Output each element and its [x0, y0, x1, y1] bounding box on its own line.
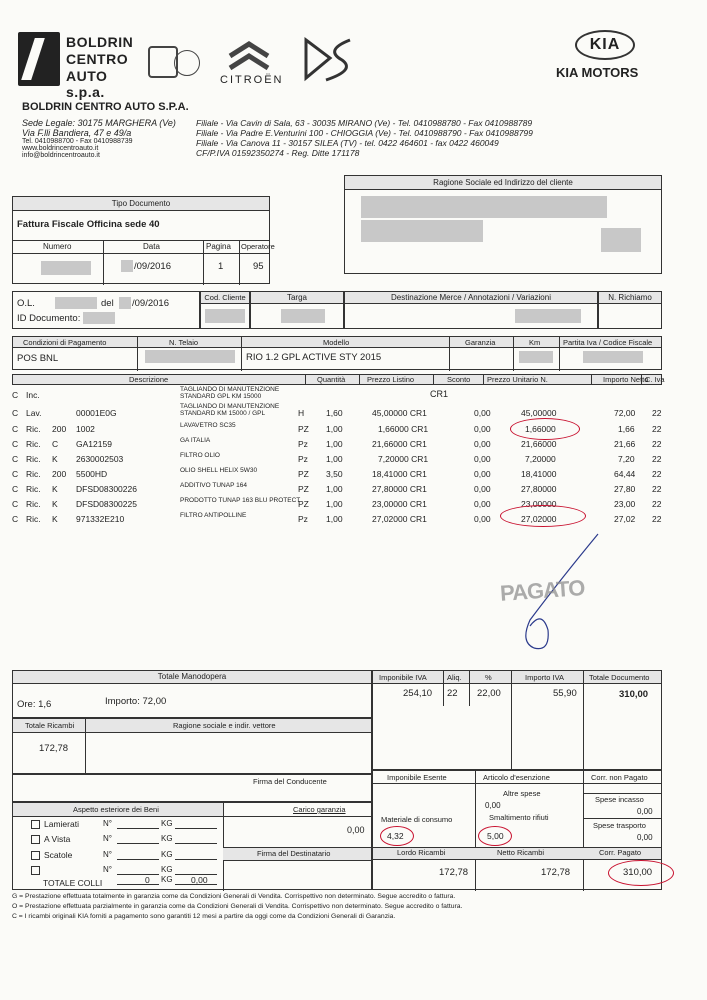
row-listino: 21,66000 CR1: [372, 439, 427, 449]
redacted-destinazione: [515, 309, 581, 323]
totale-colli-label: TOTALE COLLI: [43, 878, 103, 888]
articolo-esenzione-header: Articolo d'esenzione: [483, 773, 550, 782]
row-ref: K: [52, 499, 58, 509]
items-header: [12, 374, 665, 385]
row-sconto: 0,00: [474, 514, 491, 524]
targa-header: Targa: [251, 292, 343, 304]
goods-lamierati: [31, 819, 79, 829]
row-um: H: [298, 408, 305, 418]
redacted-partita-iva: [583, 351, 643, 363]
row-desc: PRODOTTO TUNAP 163 BLU PROTECT: [180, 497, 301, 504]
smaltimento-value: 5,00: [487, 831, 504, 841]
items-body: [0, 386, 707, 526]
spese-incasso-label: Spese incasso: [595, 795, 644, 804]
row-qty: 1,00: [326, 439, 343, 449]
row-desc: LAVAVETRO SC35: [180, 422, 236, 429]
document-date: /09/2016: [134, 261, 171, 272]
ricambi-box: [12, 718, 372, 774]
spese-incasso-value: 0,00: [637, 807, 653, 816]
destinazione-box: [344, 291, 598, 329]
row-qty: 1,60: [326, 408, 343, 418]
row-desc: OLIO SHELL HELIX 5W30: [180, 467, 258, 474]
row-sconto: 0,00: [474, 469, 491, 479]
totale-colli-kg: 0,00: [191, 875, 208, 885]
cod-cliente-header: Cod. Cliente: [201, 292, 249, 304]
c-iva-header: C. Iva: [645, 375, 665, 384]
highlight-circle: [478, 826, 512, 846]
manodopera-header: Totale Manodopera: [13, 671, 371, 684]
address-line: Sede Legale: 30175 MARGHERA (Ve): [22, 118, 176, 128]
citroen-chevrons-icon: [226, 38, 272, 72]
importo-manodopera: Importo: 72,00: [105, 696, 167, 707]
netto-ricambi-value: 172,78: [541, 867, 571, 878]
row-netto: 27,80: [614, 484, 636, 494]
branch-line: Filiale - Via Canova 11 - 30157 SILEA (TV) - tel. 0422 464601 - fax 0422 460049: [196, 138, 499, 148]
row-um: PZ: [298, 499, 309, 509]
goods-scatole: [31, 850, 72, 860]
prezzo-listino-header: Prezzo Listino: [367, 375, 415, 384]
footer-notes: [12, 892, 462, 922]
ragione-vettore-header: Ragione sociale e indir. vettore: [173, 721, 276, 730]
goods-label: A Vista: [44, 834, 71, 844]
row-type: Ric.: [26, 484, 41, 494]
table-row: [0, 422, 707, 435]
row-um: Pz: [298, 454, 308, 464]
row-c: C: [12, 484, 19, 494]
row-iva: 22: [652, 408, 662, 418]
redacted-document-number: [41, 261, 91, 275]
footer-note: C = I ricambi originali KIA forniti a pagamento sono garantiti 12 mesi a partire da oggi come da Condizioni Generali di Garanzia.: [12, 913, 396, 920]
branch-line: Filiale - Via Padre E.Venturini 100 - CHIOGGIA (Ve) - Tel. 0410988790 - Fax 0410988799: [196, 128, 533, 138]
cr-label: CR1: [430, 389, 449, 399]
spese-trasporto-label: Spese trasporto: [593, 821, 646, 830]
row-code: GA12159: [76, 439, 112, 449]
id-documento-label: ID Documento:: [17, 313, 81, 324]
kia-logo-text: KIA: [589, 36, 621, 53]
row-ref: C: [52, 439, 59, 449]
row-desc: ADDITIVO TUNAP 164: [180, 482, 247, 489]
row-type: Ric.: [26, 499, 41, 509]
row-sconto: 0,00: [474, 424, 491, 434]
table-row: [0, 386, 707, 399]
ol-date: /09/2016: [132, 298, 169, 309]
row-listino: 18,41000 CR1: [372, 469, 427, 479]
prezzo-unitario-header: Prezzo Unitario N.: [487, 375, 548, 384]
row-ref: K: [52, 484, 58, 494]
kg-label: KG: [161, 875, 173, 884]
carico-garanzia-label: Carico garanzia: [293, 805, 346, 814]
redacted-cod-cliente: [205, 309, 245, 323]
boldrin-b-mark-icon: [18, 32, 60, 86]
row-desc: FILTRO OLIO: [180, 452, 220, 459]
row-desc: STANDARD GPL KM 15000: [180, 393, 262, 400]
row-qty: 1,00: [326, 499, 343, 509]
row-sconto: 0,00: [474, 484, 491, 494]
row-ref: K: [52, 514, 58, 524]
row-unit: 7,20000: [525, 454, 556, 464]
checkbox[interactable]: [31, 851, 40, 860]
row-type: Ric.: [26, 514, 41, 524]
row-c: C: [12, 514, 19, 524]
n-label: N°: [103, 819, 112, 828]
netto-ricambi-header: Netto Ricambi: [497, 848, 545, 857]
goods-label: Lamierati: [44, 819, 79, 829]
document-page: 1: [218, 261, 224, 272]
redacted-ol-number: [55, 297, 97, 309]
footer-note: O = Prestazione effettuata parzialmente in garanzia come da Condizioni Generali di Vendita. Corrispettivo non determinato. Segue accredito o fattura.: [12, 903, 463, 910]
totale-colli-n: 0: [145, 875, 150, 885]
row-desc: TAGLIANDO DI MANUTENZIONE: [180, 386, 280, 393]
client-box-header: Ragione Sociale ed Indirizzo del cliente: [345, 176, 661, 190]
modello-value: RIO 1.2 GPL ACTIVE STY 2015: [246, 352, 382, 363]
row-code: DFSD08300225: [76, 499, 137, 509]
goods-other: [31, 865, 44, 875]
row-netto: 64,44: [614, 469, 636, 479]
row-code: 5500HD: [76, 469, 108, 479]
altre-spese-label: Altre spese: [503, 789, 541, 798]
company-address-left: [22, 118, 202, 159]
garanzia-header: Garanzia: [465, 338, 496, 347]
row-listino: 45,00000 CR1: [372, 408, 427, 418]
kia-logo: [575, 30, 635, 60]
pagamento-header: Condizioni di Pagamento: [23, 338, 107, 347]
firma-destinatario-label: Firma del Destinatario: [257, 849, 331, 858]
aspetto-box: [12, 802, 372, 890]
perc-value: 22,00: [477, 688, 501, 699]
highlight-circle: [608, 860, 674, 886]
row-netto: 1,66: [618, 424, 635, 434]
row-netto: 23,00: [614, 499, 636, 509]
ol-box: [12, 291, 200, 329]
row-type: Lav.: [26, 408, 42, 418]
row-type: Inc.: [26, 390, 40, 400]
pagamento-value: POS BNL: [17, 353, 59, 364]
highlight-circle: [510, 418, 580, 440]
manodopera-box: [12, 670, 372, 718]
spese-trasporto-value: 0,00: [637, 833, 653, 842]
row-code: 2630002503: [76, 454, 124, 464]
row-listino: 7,20000 CR1: [378, 454, 429, 464]
redacted-targa: [281, 309, 325, 323]
aspetto-header: Aspetto esteriore dei Beni: [73, 805, 159, 814]
highlight-circle: [500, 505, 586, 527]
redacted-id-documento: [83, 312, 115, 324]
kia-motors-wordmark: KIA MOTORS: [556, 65, 639, 80]
company-branches: [196, 118, 533, 158]
ricambi-header: Totale Ricambi: [25, 721, 75, 730]
row-desc: GA ITALIA: [180, 437, 211, 444]
table-row: [0, 467, 707, 480]
materiale-value: 4,32: [387, 831, 404, 841]
vehicle-row: [12, 336, 662, 370]
email-link[interactable]: info@boldrincentroauto.it: [22, 152, 100, 159]
importo-iva-value: 55,90: [553, 688, 577, 699]
telaio-header: N. Telaio: [169, 338, 199, 347]
row-listino: 23,00000 CR1: [372, 499, 427, 509]
citroen-wordmark: CITROËN: [220, 74, 284, 86]
numero-header: Numero: [43, 242, 72, 251]
operatore-header: Operatore: [241, 242, 275, 251]
table-row: [0, 512, 707, 525]
document-type-box: [12, 196, 275, 284]
row-qty: 1,00: [326, 484, 343, 494]
altre-spese-value: 0,00: [485, 801, 501, 810]
boldrin-logo: [18, 32, 136, 100]
redacted-client-name: [361, 196, 607, 218]
highlight-circle: [380, 826, 414, 846]
row-c: C: [12, 408, 19, 418]
row-qty: 1,00: [326, 424, 343, 434]
table-row: [0, 497, 707, 510]
document-type-header: Tipo Documento: [13, 197, 269, 211]
kg-label: KG: [161, 865, 173, 874]
branch-line: Filiale - Via Cavin di Sala, 63 - 30035 MIRANO (Ve) - Tel. 0410988780 - Fax 0410988789: [196, 118, 533, 128]
table-row: [0, 437, 707, 450]
row-desc: TAGLIANDO DI MANUTENZIONE: [180, 403, 280, 410]
kg-label: KG: [161, 850, 173, 859]
row-qty: 3,50: [326, 469, 343, 479]
boldrin-logo-line1: BOLDRIN: [66, 34, 134, 50]
table-row: [0, 452, 707, 465]
website-link[interactable]: www.boldrincentroauto.it: [22, 145, 99, 152]
ol-label: O.L.: [17, 298, 35, 309]
ol-del-label: del: [101, 298, 114, 309]
table-row: [0, 482, 707, 495]
company-name: BOLDRIN CENTRO AUTO S.P.A.: [22, 101, 189, 113]
row-unit: 18,41000: [521, 469, 557, 479]
footer-note: G = Prestazione effettuata totalmente in garanzia come da Condizioni Generali di Vendita. Corrispettivo non determinato. Segue accredito o fattura.: [12, 893, 456, 900]
row-c: C: [12, 439, 19, 449]
row-um: Pz: [298, 514, 308, 524]
address-line: Tel. 0410988700 - Fax 0410988739: [22, 138, 133, 145]
n-richiamo-header: N. Richiamo: [599, 292, 661, 304]
row-sconto: 0,00: [474, 439, 491, 449]
firma-conducente-label: Firma del Conducente: [253, 777, 327, 786]
goods-label: Scatole: [44, 850, 73, 860]
row-qty: 1,00: [326, 454, 343, 464]
modello-header: Modello: [323, 338, 350, 347]
row-code: 00001E0G: [76, 408, 117, 418]
row-iva: 22: [652, 469, 662, 479]
redacted-client-city: [601, 228, 641, 252]
row-listino: 27,80000 CR1: [372, 484, 427, 494]
row-desc: FILTRO ANTIPOLLINE: [180, 512, 247, 519]
smaltimento-label: Smaltimento rifiuti: [489, 813, 549, 822]
row-c: C: [12, 499, 19, 509]
row-netto: 21,66: [614, 439, 636, 449]
quantita-header: Quantità: [317, 375, 346, 384]
row-netto: 7,20: [618, 454, 635, 464]
redacted-client-address: [361, 220, 483, 242]
firma-conducente-box: [12, 774, 372, 802]
row-ref: 200: [52, 424, 67, 434]
row-um: Pz: [298, 439, 308, 449]
row-iva: 22: [652, 499, 662, 509]
row-unit: 1,66000: [525, 424, 556, 434]
redacted-telaio: [145, 350, 235, 363]
row-c: C: [12, 469, 19, 479]
row-netto: 72,00: [614, 408, 636, 418]
row-unit: 21,66000: [521, 439, 557, 449]
row-sconto: 0,00: [474, 408, 491, 418]
row-iva: 22: [652, 484, 662, 494]
row-type: Ric.: [26, 439, 41, 449]
lordo-ricambi-value: 172,78: [439, 867, 469, 878]
row-code: DFSD08300226: [76, 484, 137, 494]
row-unit: 27,80000: [521, 484, 557, 494]
n-richiamo-box: [598, 291, 662, 329]
aliq-header: Aliq.: [447, 673, 462, 682]
row-listino: 1,66000 CR1: [378, 424, 429, 434]
branch-line: CF/P.IVA 01592350274 - Reg. Ditte 171178: [196, 148, 360, 158]
data-header: Data: [143, 242, 160, 251]
row-sconto: 0,00: [474, 454, 491, 464]
n-label: N°: [103, 850, 112, 859]
imponibile-iva-value: 254,10: [403, 688, 433, 699]
kg-label: KG: [161, 819, 173, 828]
address-line: Via F.lli Bandiera, 47 e 49/a: [22, 128, 132, 138]
imponibile-esente-header: Imponibile Esente: [387, 773, 447, 782]
sconto-header: Sconto: [447, 375, 471, 384]
checkbox[interactable]: [31, 820, 40, 829]
importo-iva-header: Importo IVA: [525, 673, 565, 682]
carico-garanzia-value: 0,00: [347, 825, 365, 835]
row-desc: STANDARD KM 15000 / GPL: [180, 410, 266, 417]
iva-box: [372, 670, 662, 770]
corr-non-pagato-header: Corr. non Pagato: [591, 773, 648, 782]
table-row: [0, 403, 707, 416]
imponibile-iva-header: Imponibile IVA: [379, 673, 427, 682]
row-code: 1002: [76, 424, 95, 434]
document-operator: 95: [253, 261, 264, 272]
row-qty: 1,00: [326, 514, 343, 524]
totale-documento-header: Totale Documento: [589, 673, 650, 682]
boldrin-logo-line2: CENTRO: [66, 51, 129, 67]
row-iva: 22: [652, 454, 662, 464]
destinazione-header: Destinazione Merce / Annotazioni / Variazioni: [345, 292, 597, 304]
ds-logo-icon: [302, 34, 354, 84]
n-label: N°: [103, 834, 112, 843]
certification-badge-icon: [148, 46, 204, 76]
n-label: N°: [103, 865, 112, 874]
row-iva: 22: [652, 514, 662, 524]
row-sconto: 0,00: [474, 499, 491, 509]
row-um: PZ: [298, 484, 309, 494]
ricambi-value: 172,78: [39, 743, 69, 754]
kg-label: KG: [161, 834, 173, 843]
row-ref: 200: [52, 469, 67, 479]
aliq-value: 22: [447, 688, 458, 699]
row-ref: K: [52, 454, 58, 464]
row-listino: 27,02000 CR1: [372, 514, 427, 524]
row-iva: 22: [652, 424, 662, 434]
ore-value: Ore: 1,6: [17, 699, 52, 710]
row-type: Ric.: [26, 454, 41, 464]
perc-header: %: [485, 673, 492, 682]
row-type: Ric.: [26, 424, 41, 434]
row-iva: 22: [652, 439, 662, 449]
row-type: Ric.: [26, 469, 41, 479]
descrizione-header: Descrizione: [129, 375, 169, 384]
row-um: PZ: [298, 469, 309, 479]
row-um: PZ: [298, 424, 309, 434]
row-c: C: [12, 390, 19, 400]
row-code: 971332E210: [76, 514, 125, 524]
client-box: [344, 175, 662, 274]
paid-stamp: PAGATO: [499, 575, 586, 606]
partita-iva-header: Partita Iva / Codice Fiscale: [563, 338, 653, 347]
checkbox[interactable]: [31, 835, 40, 844]
redacted-ol-day: [119, 297, 131, 309]
row-unit: 27,02000: [521, 514, 557, 524]
cod-cliente-box: [200, 291, 250, 329]
checkbox[interactable]: [31, 866, 40, 875]
row-c: C: [12, 424, 19, 434]
row-unit: 23,00000: [521, 499, 557, 509]
totale-documento-value: 310,00: [619, 689, 649, 700]
row-netto: 27,02: [614, 514, 636, 524]
redacted-document-day: [121, 260, 133, 272]
corr-pagato-header: Corr. Pagato: [599, 848, 642, 857]
redacted-km: [519, 351, 553, 363]
row-unit: 45,00000: [521, 408, 557, 418]
km-header: Km: [529, 338, 541, 347]
lordo-ricambi-header: Lordo Ricambi: [397, 848, 446, 857]
importo-netto-header: Importo Netto: [603, 375, 649, 384]
materiale-label: Materiale di consumo: [381, 815, 453, 824]
document-type-value: Fattura Fiscale Officina sede 40: [17, 219, 160, 230]
goods-a-vista: [31, 834, 70, 844]
row-c: C: [12, 454, 19, 464]
corr-pagato-value: 310,00: [623, 867, 653, 878]
pagina-header: Pagina: [206, 242, 231, 251]
targa-box: [250, 291, 344, 329]
boldrin-logo-line3: AUTO s.p.a.: [66, 68, 108, 100]
